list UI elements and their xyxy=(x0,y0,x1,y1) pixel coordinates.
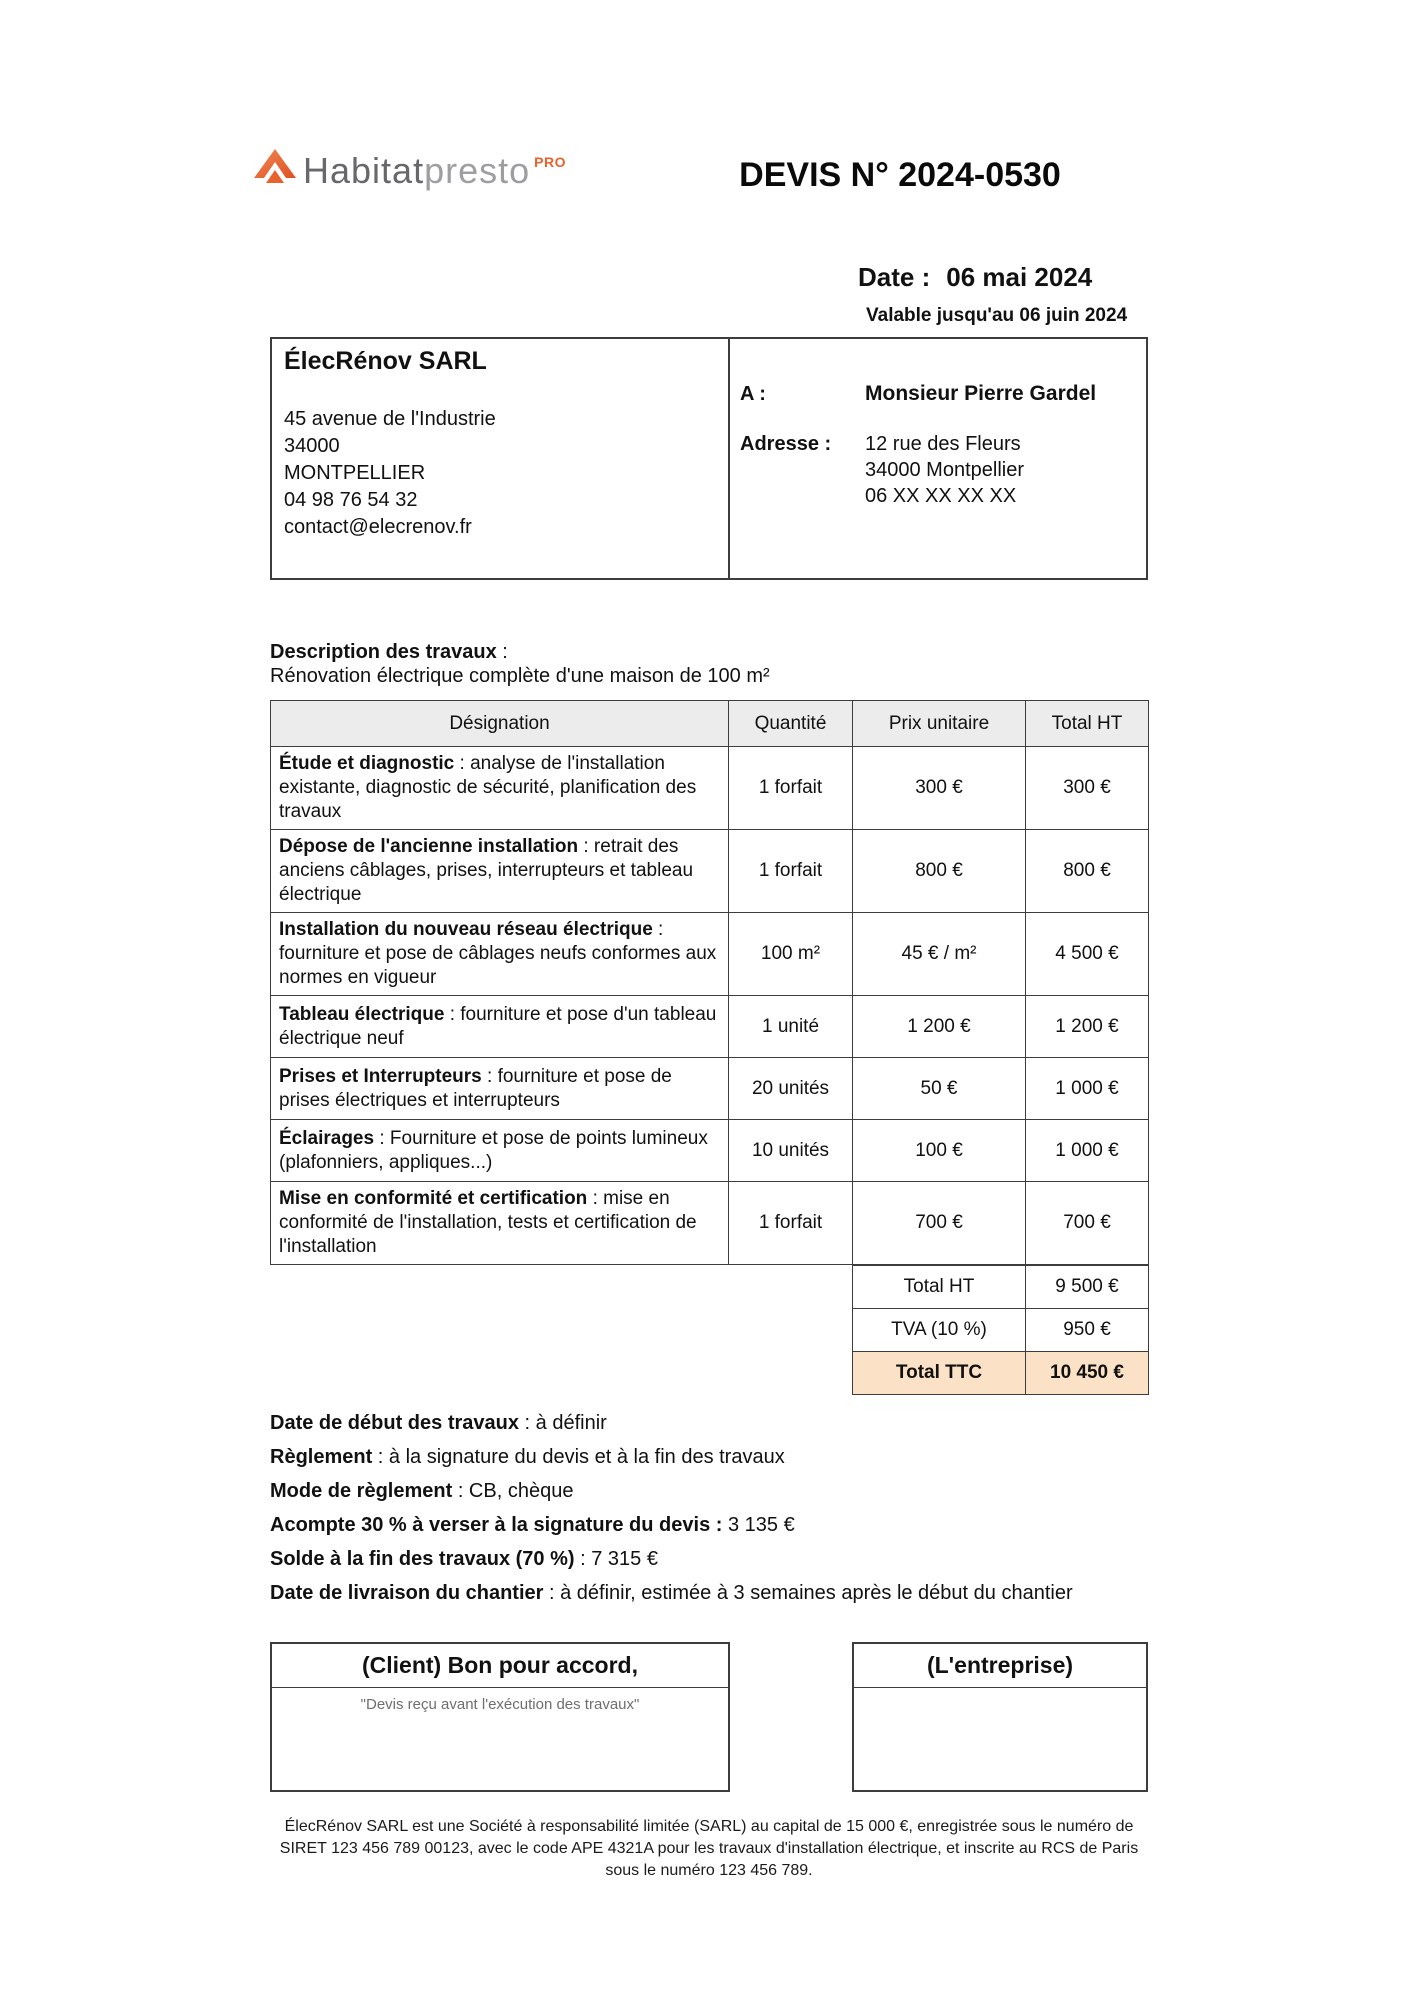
header-total-ht: Total HT xyxy=(1026,701,1149,747)
term-balance: Solde à la fin des travaux (70 %) : 7 315 € xyxy=(270,1548,658,1570)
item-total: 300 € xyxy=(1026,747,1149,830)
totals-table xyxy=(852,1265,1149,1395)
item-unit-price: 700 € xyxy=(853,1182,1026,1265)
item-quantity: 100 m² xyxy=(729,913,853,996)
company-email: contact@elecrenov.fr xyxy=(284,516,472,538)
payment-terms xyxy=(270,1413,1148,1604)
legal-footer xyxy=(270,1816,1148,1882)
logo-text-presto: presto xyxy=(424,150,531,191)
habitatpresto-logo xyxy=(253,148,566,194)
footer-line-2: SIRET 123 456 789 00123, avec le code APE 4321A pour les travaux d'installation électrique, et inscrite au RCS de Paris xyxy=(279,1840,1139,1857)
item-designation: Mise en conformité et certification : mise en conformité de l'installation, tests et certification de l'installation xyxy=(271,1182,729,1265)
footer-line-1: ÉlecRénov SARL est une Société à responsabilité limitée (SARL) au capital de 15 000 €, enregistrée sous le numéro de xyxy=(284,1818,1134,1835)
item-total: 4 500 € xyxy=(1026,913,1149,996)
logo-text-habitat: Habitat xyxy=(303,150,425,191)
footer-line-3: sous le numéro 123 456 789. xyxy=(605,1862,813,1879)
table-row xyxy=(271,996,1149,1058)
items-table-header-row xyxy=(271,701,1149,747)
table-row xyxy=(271,913,1149,996)
client-phone: 06 XX XX XX XX xyxy=(865,485,1017,507)
client-info-box xyxy=(730,337,1148,580)
tva-row xyxy=(853,1309,1149,1352)
client-signature-box xyxy=(270,1642,730,1792)
total-ht-value: 9 500 € xyxy=(1026,1266,1149,1309)
header-quantity: Quantité xyxy=(729,701,853,747)
total-ttc-label: Total TTC xyxy=(853,1352,1026,1395)
item-unit-price: 300 € xyxy=(853,747,1026,830)
logo-pro-badge: PRO xyxy=(534,154,566,170)
company-info-box xyxy=(270,337,730,580)
company-signature-box xyxy=(852,1642,1148,1792)
works-description-label: Description des travaux : xyxy=(270,641,508,663)
house-arrow-icon xyxy=(253,148,297,194)
item-designation: Dépose de l'ancienne installation : retrait des anciens câblages, prises, interrupteurs et tableau électrique xyxy=(271,830,729,913)
term-start-date: Date de début des travaux : à définir xyxy=(270,1412,607,1434)
client-name: Monsieur Pierre Gardel xyxy=(865,382,1097,405)
company-signature-title: (L'entreprise) xyxy=(854,1644,1146,1688)
item-designation: Éclairages : Fourniture et pose de points lumineux (plafonniers, appliques...) xyxy=(271,1120,729,1182)
item-unit-price: 50 € xyxy=(853,1058,1026,1120)
table-row xyxy=(271,830,1149,913)
header-designation: Désignation xyxy=(271,701,729,747)
company-city: MONTPELLIER xyxy=(284,462,426,484)
company-name: ÉlecRénov SARL xyxy=(284,347,487,375)
item-quantity: 1 forfait xyxy=(729,747,853,830)
term-payment: Règlement : à la signature du devis et à la fin des travaux xyxy=(270,1446,785,1468)
total-ttc-value: 10 450 € xyxy=(1026,1352,1149,1395)
main-content-column xyxy=(270,640,1148,1882)
header-unit-price: Prix unitaire xyxy=(853,701,1026,747)
item-quantity: 1 forfait xyxy=(729,1182,853,1265)
item-total: 700 € xyxy=(1026,1182,1149,1265)
date-value: 06 mai 2024 xyxy=(946,262,1093,292)
table-row xyxy=(271,1120,1149,1182)
item-total: 1 000 € xyxy=(1026,1058,1149,1120)
table-row xyxy=(271,1058,1149,1120)
table-row xyxy=(271,747,1149,830)
document-title: DEVIS N° 2024-0530 xyxy=(739,156,1061,194)
item-unit-price: 45 € / m² xyxy=(853,913,1026,996)
client-street: 12 rue des Fleurs xyxy=(865,433,1021,455)
items-table xyxy=(270,700,1149,1265)
works-description-text: Rénovation électrique complète d'une maison de 100 m² xyxy=(270,665,770,687)
term-deposit: Acompte 30 % à verser à la signature du devis : 3 135 € xyxy=(270,1514,795,1536)
item-designation: Tableau électrique : fourniture et pose d'un tableau électrique neuf xyxy=(271,996,729,1058)
client-city: 34000 Montpellier xyxy=(865,459,1024,481)
tva-value: 950 € xyxy=(1026,1309,1149,1352)
term-delivery-date: Date de livraison du chantier : à définir, estimée à 3 semaines après le début du chantier xyxy=(270,1582,1073,1604)
item-quantity: 1 forfait xyxy=(729,830,853,913)
item-quantity: 1 unité xyxy=(729,996,853,1058)
client-signature-note: "Devis reçu avant l'exécution des travaux" xyxy=(360,1696,640,1713)
client-address-label: Adresse : xyxy=(740,433,832,455)
item-quantity: 10 unités xyxy=(729,1120,853,1182)
item-unit-price: 100 € xyxy=(853,1120,1026,1182)
item-total: 1 000 € xyxy=(1026,1120,1149,1182)
logo-wordmark xyxy=(303,148,530,194)
item-quantity: 20 unités xyxy=(729,1058,853,1120)
item-total: 1 200 € xyxy=(1026,996,1149,1058)
item-total: 800 € xyxy=(1026,830,1149,913)
item-designation: Installation du nouveau réseau électrique : fourniture et pose de câblages neufs conformes aux normes en vigueur xyxy=(271,913,729,996)
total-ht-row xyxy=(853,1266,1149,1309)
company-phone: 04 98 76 54 32 xyxy=(284,489,418,511)
total-ht-label: Total HT xyxy=(853,1266,1026,1309)
item-unit-price: 800 € xyxy=(853,830,1026,913)
term-payment-method: Mode de règlement : CB, chèque xyxy=(270,1480,574,1502)
tva-label: TVA (10 %) xyxy=(853,1309,1026,1352)
item-designation: Prises et Interrupteurs : fourniture et pose de prises électriques et interrupteurs xyxy=(271,1058,729,1120)
signature-section xyxy=(270,1642,1148,1792)
date-label: Date : xyxy=(858,262,931,292)
table-row xyxy=(271,1182,1149,1265)
item-unit-price: 1 200 € xyxy=(853,996,1026,1058)
document-date xyxy=(858,262,1092,293)
company-street: 45 avenue de l'Industrie xyxy=(284,408,496,430)
item-designation: Étude et diagnostic : analyse de l'installation existante, diagnostic de sécurité, planification des travaux xyxy=(271,747,729,830)
validity-note: Valable jusqu'au 06 juin 2024 xyxy=(866,305,1128,326)
client-to-label: A : xyxy=(740,383,766,405)
company-postal-code: 34000 xyxy=(284,435,340,457)
client-signature-title: (Client) Bon pour accord, xyxy=(272,1644,728,1688)
total-ttc-row xyxy=(853,1352,1149,1395)
